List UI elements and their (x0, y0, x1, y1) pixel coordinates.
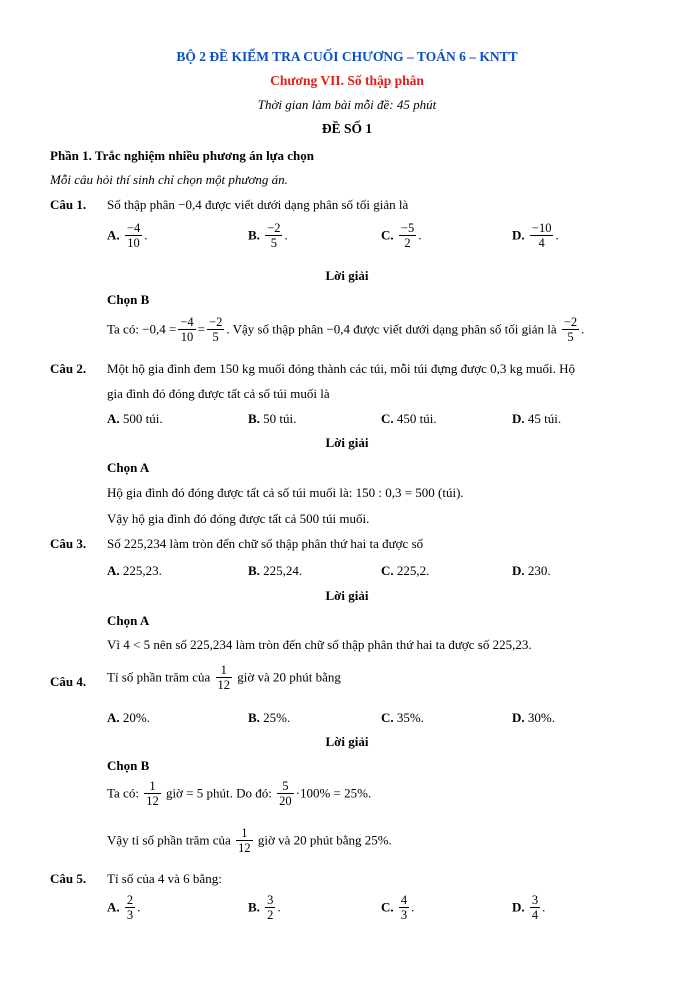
q5-option-a: A. $\frac{2}{3}$ . (107, 893, 141, 922)
question-label: Câu 1. (50, 197, 87, 212)
fraction: $\frac{-2}{5}$ (209, 315, 223, 344)
question-4-text: Tỉ số phần trăm của $\frac{1}{12}$ giờ và 20 phút bằng (107, 663, 341, 692)
question-3-text: Số 225,234 làm tròn đến chữ số thập phân thứ hai ta được số (107, 536, 424, 551)
fraction: $\frac{2}{3}$ (126, 893, 134, 922)
answer-choice: Chọn B (107, 758, 150, 773)
q1-option-b: B. $\frac{-2}{5}$ . (248, 221, 288, 250)
question-label: Câu 3. (50, 536, 87, 551)
exam-number: ĐỀ SỐ 1 (321, 121, 373, 136)
q4-option-a: A. 20%. (107, 710, 150, 725)
q2-option-b: B. 50 túi. (248, 411, 297, 426)
fraction: $\frac{-4}{10}$ (180, 315, 194, 344)
question-label: Câu 2. (50, 361, 87, 376)
fraction: $\frac{-5}{2}$ (400, 221, 415, 250)
q3-option-b: B. 225,24. (248, 563, 303, 578)
solution-heading: Lời giải (325, 435, 369, 450)
answer-choice: Chọn B (107, 292, 150, 307)
question-1 (50, 197, 86, 213)
fraction: $\frac{-4}{10}$ (126, 221, 141, 250)
solution-heading: Lời giải (325, 588, 369, 603)
q2-option-c: C. 450 túi. (381, 411, 437, 426)
q4-option-d: D. 30%. (512, 710, 555, 725)
question-label: Câu 4. (50, 674, 87, 689)
fraction: $\frac{-10}{4}$ (531, 221, 552, 250)
q2-option-d: D. 45 túi. (512, 411, 562, 426)
document-title: BỘ 2 ĐỀ KIỂM TRA CUỐI CHƯƠNG – TOÁN 6 – KNTT (176, 49, 518, 64)
answer-choice: Chọn A (107, 460, 150, 475)
answer-choice: Chọn A (107, 613, 150, 628)
fraction: $\frac{1}{12}$ (146, 779, 159, 808)
fraction: $\frac{-2}{5}$ (563, 315, 578, 344)
q5-option-c: C. $\frac{4}{3}$ . (381, 893, 415, 922)
question-5-text: Tỉ số của 4 và 6 bằng: (107, 871, 222, 886)
q3-option-c: C. 225,2. (381, 563, 430, 578)
q3-option-d: D. 230. (512, 563, 551, 578)
q2-option-a: A. 500 túi. (107, 411, 163, 426)
q1-solution: Ta có: −0,4 = $\frac{-4}{10}$ = $\frac{-2}{5}$ . Vậy số thập phân −0,4 được viết dưới dạng phân số tối giản là $\frac{-2}{5}$ . (107, 315, 585, 344)
question-label: Câu 5. (50, 871, 87, 886)
solution-heading: Lời giải (325, 734, 369, 749)
fraction: $\frac{-2}{5}$ (267, 221, 281, 250)
fraction: $\frac{1}{12}$ (238, 826, 251, 855)
q2-solution-line2: Vậy hộ gia đình đó đóng được tất cả 500 túi muối. (107, 511, 370, 526)
q1-option-d: D. $\frac{-10}{4}$ . (512, 221, 559, 250)
question-2-text-line2: gia đình đó đóng được tất cả số túi muối là (107, 386, 330, 401)
q2-solution-line1: Hộ gia đình đó đóng được tất cả số túi muối là: 150 : 0,3 = 500 (túi). (107, 485, 464, 500)
q3-option-a: A. 225,23. (107, 563, 162, 578)
q1-option-c: C. $\frac{-5}{2}$ . (381, 221, 422, 250)
fraction: $\frac{5}{20}$ (279, 779, 292, 808)
q4-option-b: B. 25%. (248, 710, 291, 725)
q3-solution-line1: Vì 4 < 5 nên số 225,234 làm tròn đến chữ số thập phân thứ hai ta được số 225,23. (107, 637, 532, 652)
q5-option-b: B. $\frac{3}{2}$ . (248, 893, 281, 922)
q4-solution-line2: Vậy tỉ số phần trăm của $\frac{1}{12}$ giờ và 20 phút bằng 25%. (107, 826, 392, 855)
fraction: $\frac{4}{3}$ (400, 893, 408, 922)
fraction: $\frac{3}{4}$ (531, 893, 539, 922)
fraction: $\frac{1}{12}$ (217, 663, 230, 692)
solution-heading: Lời giải (325, 268, 369, 283)
question-1-text: Số thập phân −0,4 được viết dưới dạng phân số tối giản là (107, 197, 409, 212)
part1-instruction: Mỗi câu hỏi thí sinh chỉ chọn một phương án. (50, 172, 288, 187)
time-note: Thời gian làm bài mỗi đề: 45 phút (257, 97, 437, 112)
q5-option-d: D. $\frac{3}{4}$ . (512, 893, 546, 922)
chapter-title: Chương VII. Số thập phân (270, 73, 424, 88)
fraction: $\frac{3}{2}$ (267, 893, 274, 922)
q1-option-a: A. $\frac{-4}{10}$ . (107, 221, 148, 250)
question-2-text-line1: Một hộ gia đình đem 150 kg muối đóng thành các túi, mỗi túi đựng được 0,3 kg muối. Hộ (107, 361, 575, 376)
q4-option-c: C. 35%. (381, 710, 424, 725)
q4-solution-line1: Ta có: $\frac{1}{12}$ giờ = 5 phút. Do đó: $\frac{5}{20}$ ·100% = 25%. (107, 779, 372, 808)
part1-title: Phần 1. Trắc nghiệm nhiều phương án lựa chọn (50, 148, 314, 163)
